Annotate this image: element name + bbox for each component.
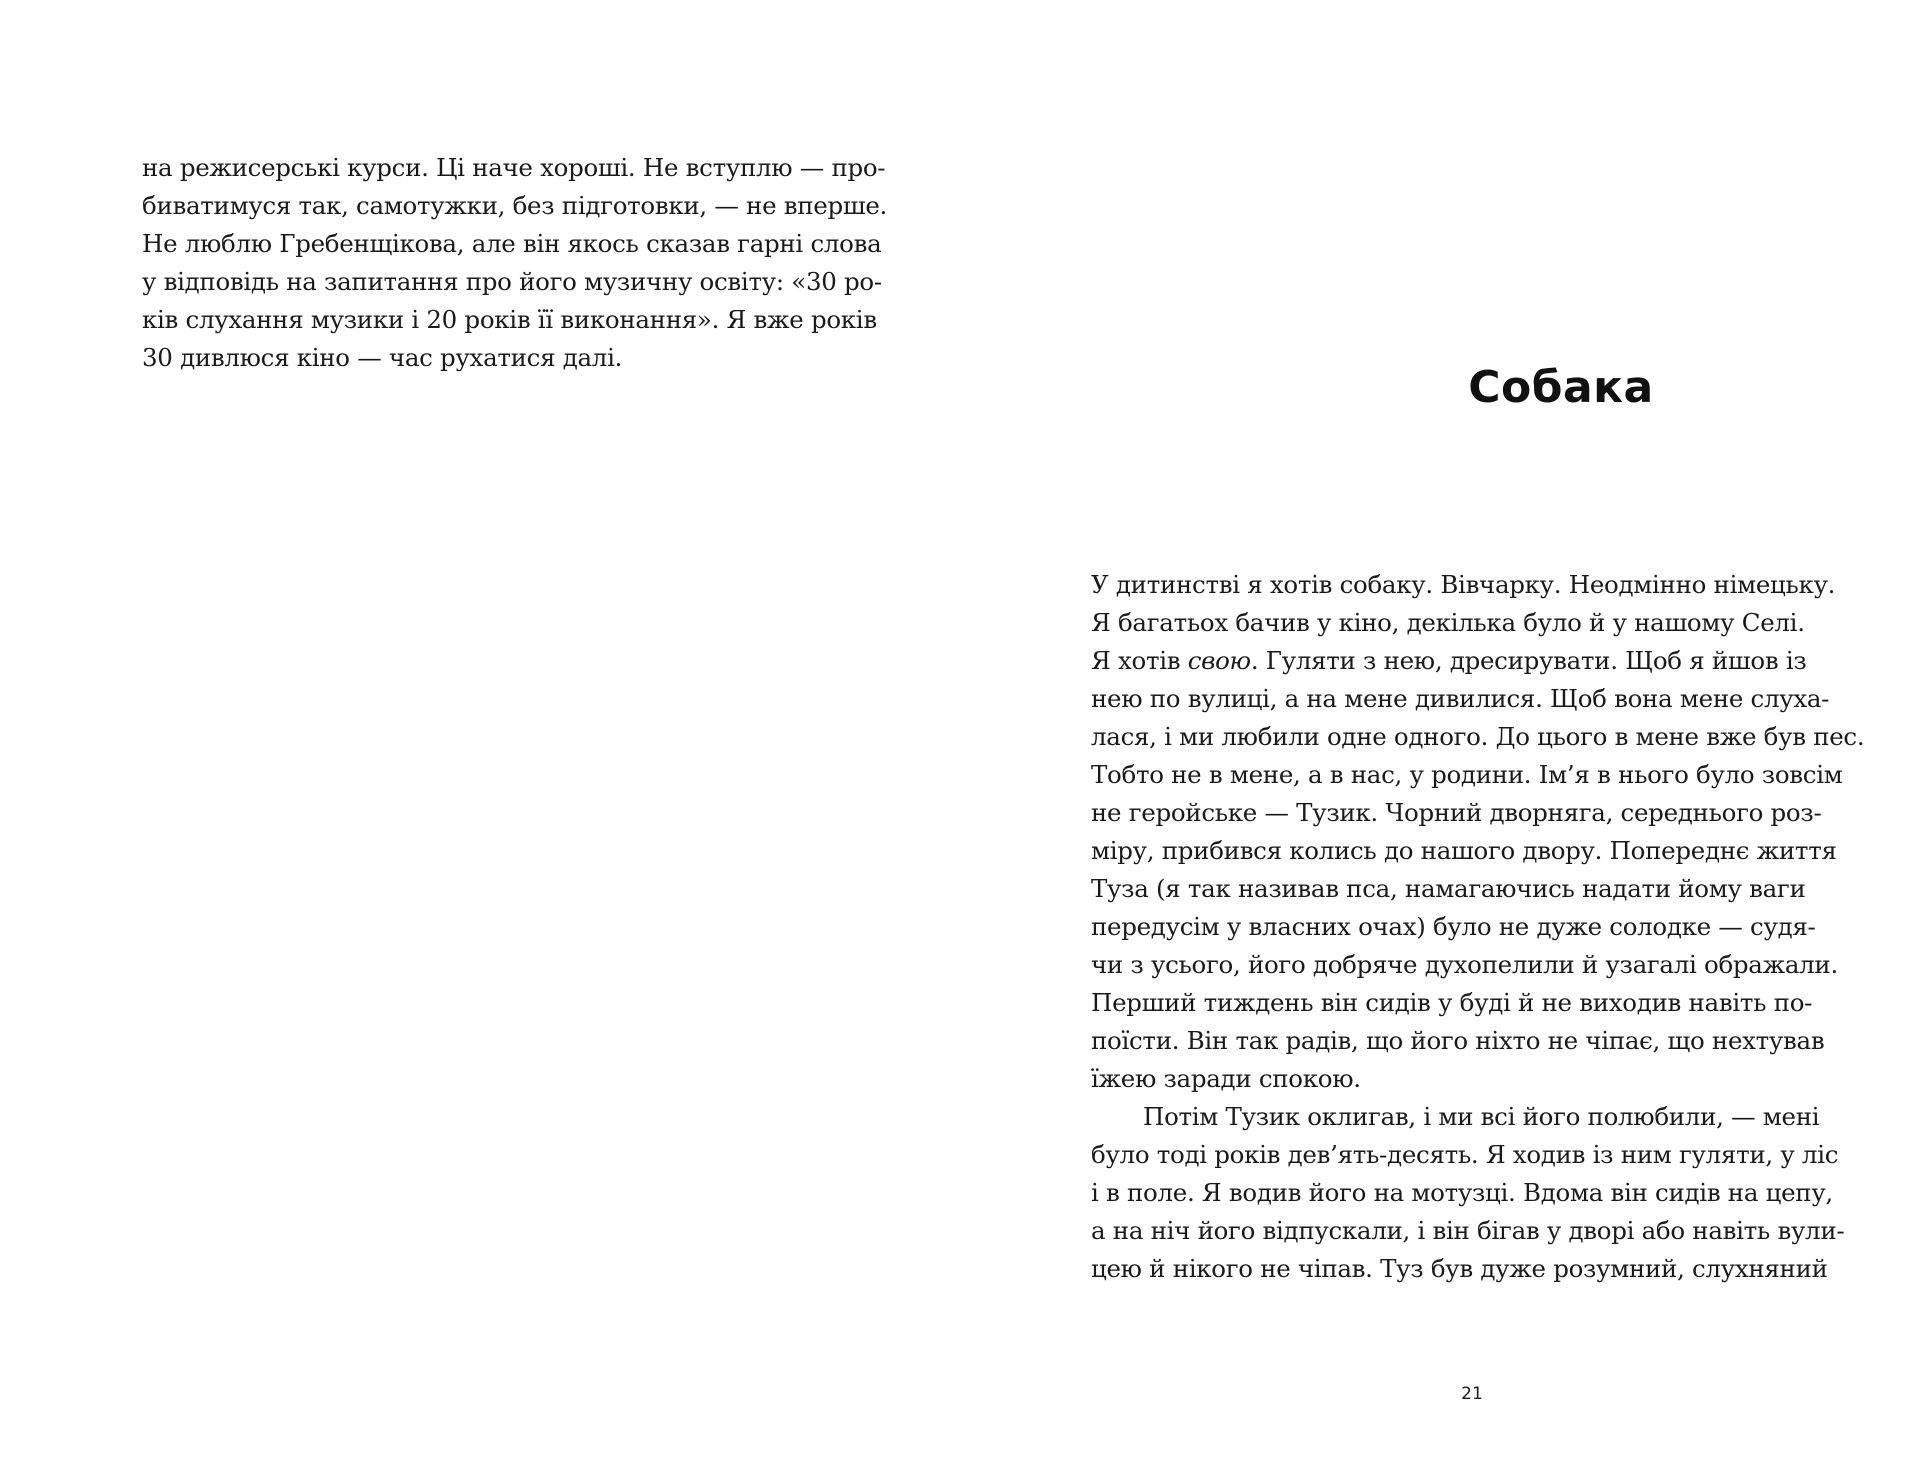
text-fragment: . Гуляти з нею, дресирувати. Щоб я йшов із: [1250, 646, 1807, 675]
text-line: лася, і ми любили одне одного. До цього в мене вже був пес.: [1091, 722, 1865, 751]
text-line: не геройське — Тузик. Чорний дворняга, середнього роз-: [1091, 798, 1822, 827]
text-line: 30 дивлюся кіно — час рухатися далі.: [142, 343, 623, 372]
text-line: на режисерські курси. Ці наче хороші. Не вступлю — про-: [142, 153, 886, 182]
text-line: Не люблю Гребенщікова, але він якось сказав гарні слова: [142, 229, 882, 258]
text-line: биватимуся так, самотужки, без підготовки, — не вперше.: [142, 191, 888, 220]
text-line: їжею заради спокою.: [1091, 1064, 1361, 1093]
text-line: нею по вулиці, а на мене дивилися. Щоб вона мене слуха-: [1091, 684, 1830, 713]
text-line: міру, прибився колись до нашого двору. Попереднє життя: [1091, 836, 1837, 865]
text-line: Потім Тузик оклигав, і ми всі його полюбили, — мені: [1143, 1102, 1820, 1131]
text-line: ків слухання музики і 20 років її виконання». Я вже років: [142, 305, 877, 334]
chapter-title: Собака: [1468, 362, 1654, 413]
text-line: і в поле. Я водив його на мотузці. Вдома він сидів на цепу,: [1091, 1178, 1833, 1207]
text-fragment: Я хотів: [1091, 646, 1188, 675]
text-line: У дитинстві я хотів собаку. Вівчарку. Неодмінно німецьку.: [1091, 570, 1836, 599]
text-line: Тобто не в мене, а в нас, у родини. Ім’я в нього було зовсім: [1091, 760, 1843, 789]
text-line: Я багатьох бачив у кіно, декілька було й у нашому Селі.: [1091, 608, 1805, 637]
text-line: а на ніч його відпускали, і він бігав у дворі або навіть вули-: [1091, 1216, 1845, 1245]
text-line: поїсти. Він так радів, що його ніхто не чіпає, що нехтував: [1091, 1026, 1825, 1055]
text-line: було тоді років дев’ять-десять. Я ходив із ним гуляти, у ліс: [1091, 1140, 1839, 1169]
text-line: [1091, 642, 1807, 680]
text-line: передусім у власних очах) було не дуже солодке — судя-: [1091, 912, 1816, 941]
page-number: 21: [1461, 1384, 1483, 1404]
text-line: Перший тиждень він сидів у буді й не виходив навіть по-: [1091, 988, 1813, 1017]
emphasized-word: свою: [1187, 646, 1251, 675]
text-line: чи з усього, його добряче духопелили й узагалі ображали.: [1091, 950, 1838, 979]
text-line: у відповідь на запитання про його музичну освіту: «30 ро-: [142, 267, 882, 296]
text-line: Туза (я так називав пса, намагаючись надати йому ваги: [1091, 874, 1806, 903]
text-line: цею й нікого не чіпав. Туз був дуже розумний, слухняний: [1091, 1254, 1828, 1283]
right-page: [960, 0, 1920, 1477]
